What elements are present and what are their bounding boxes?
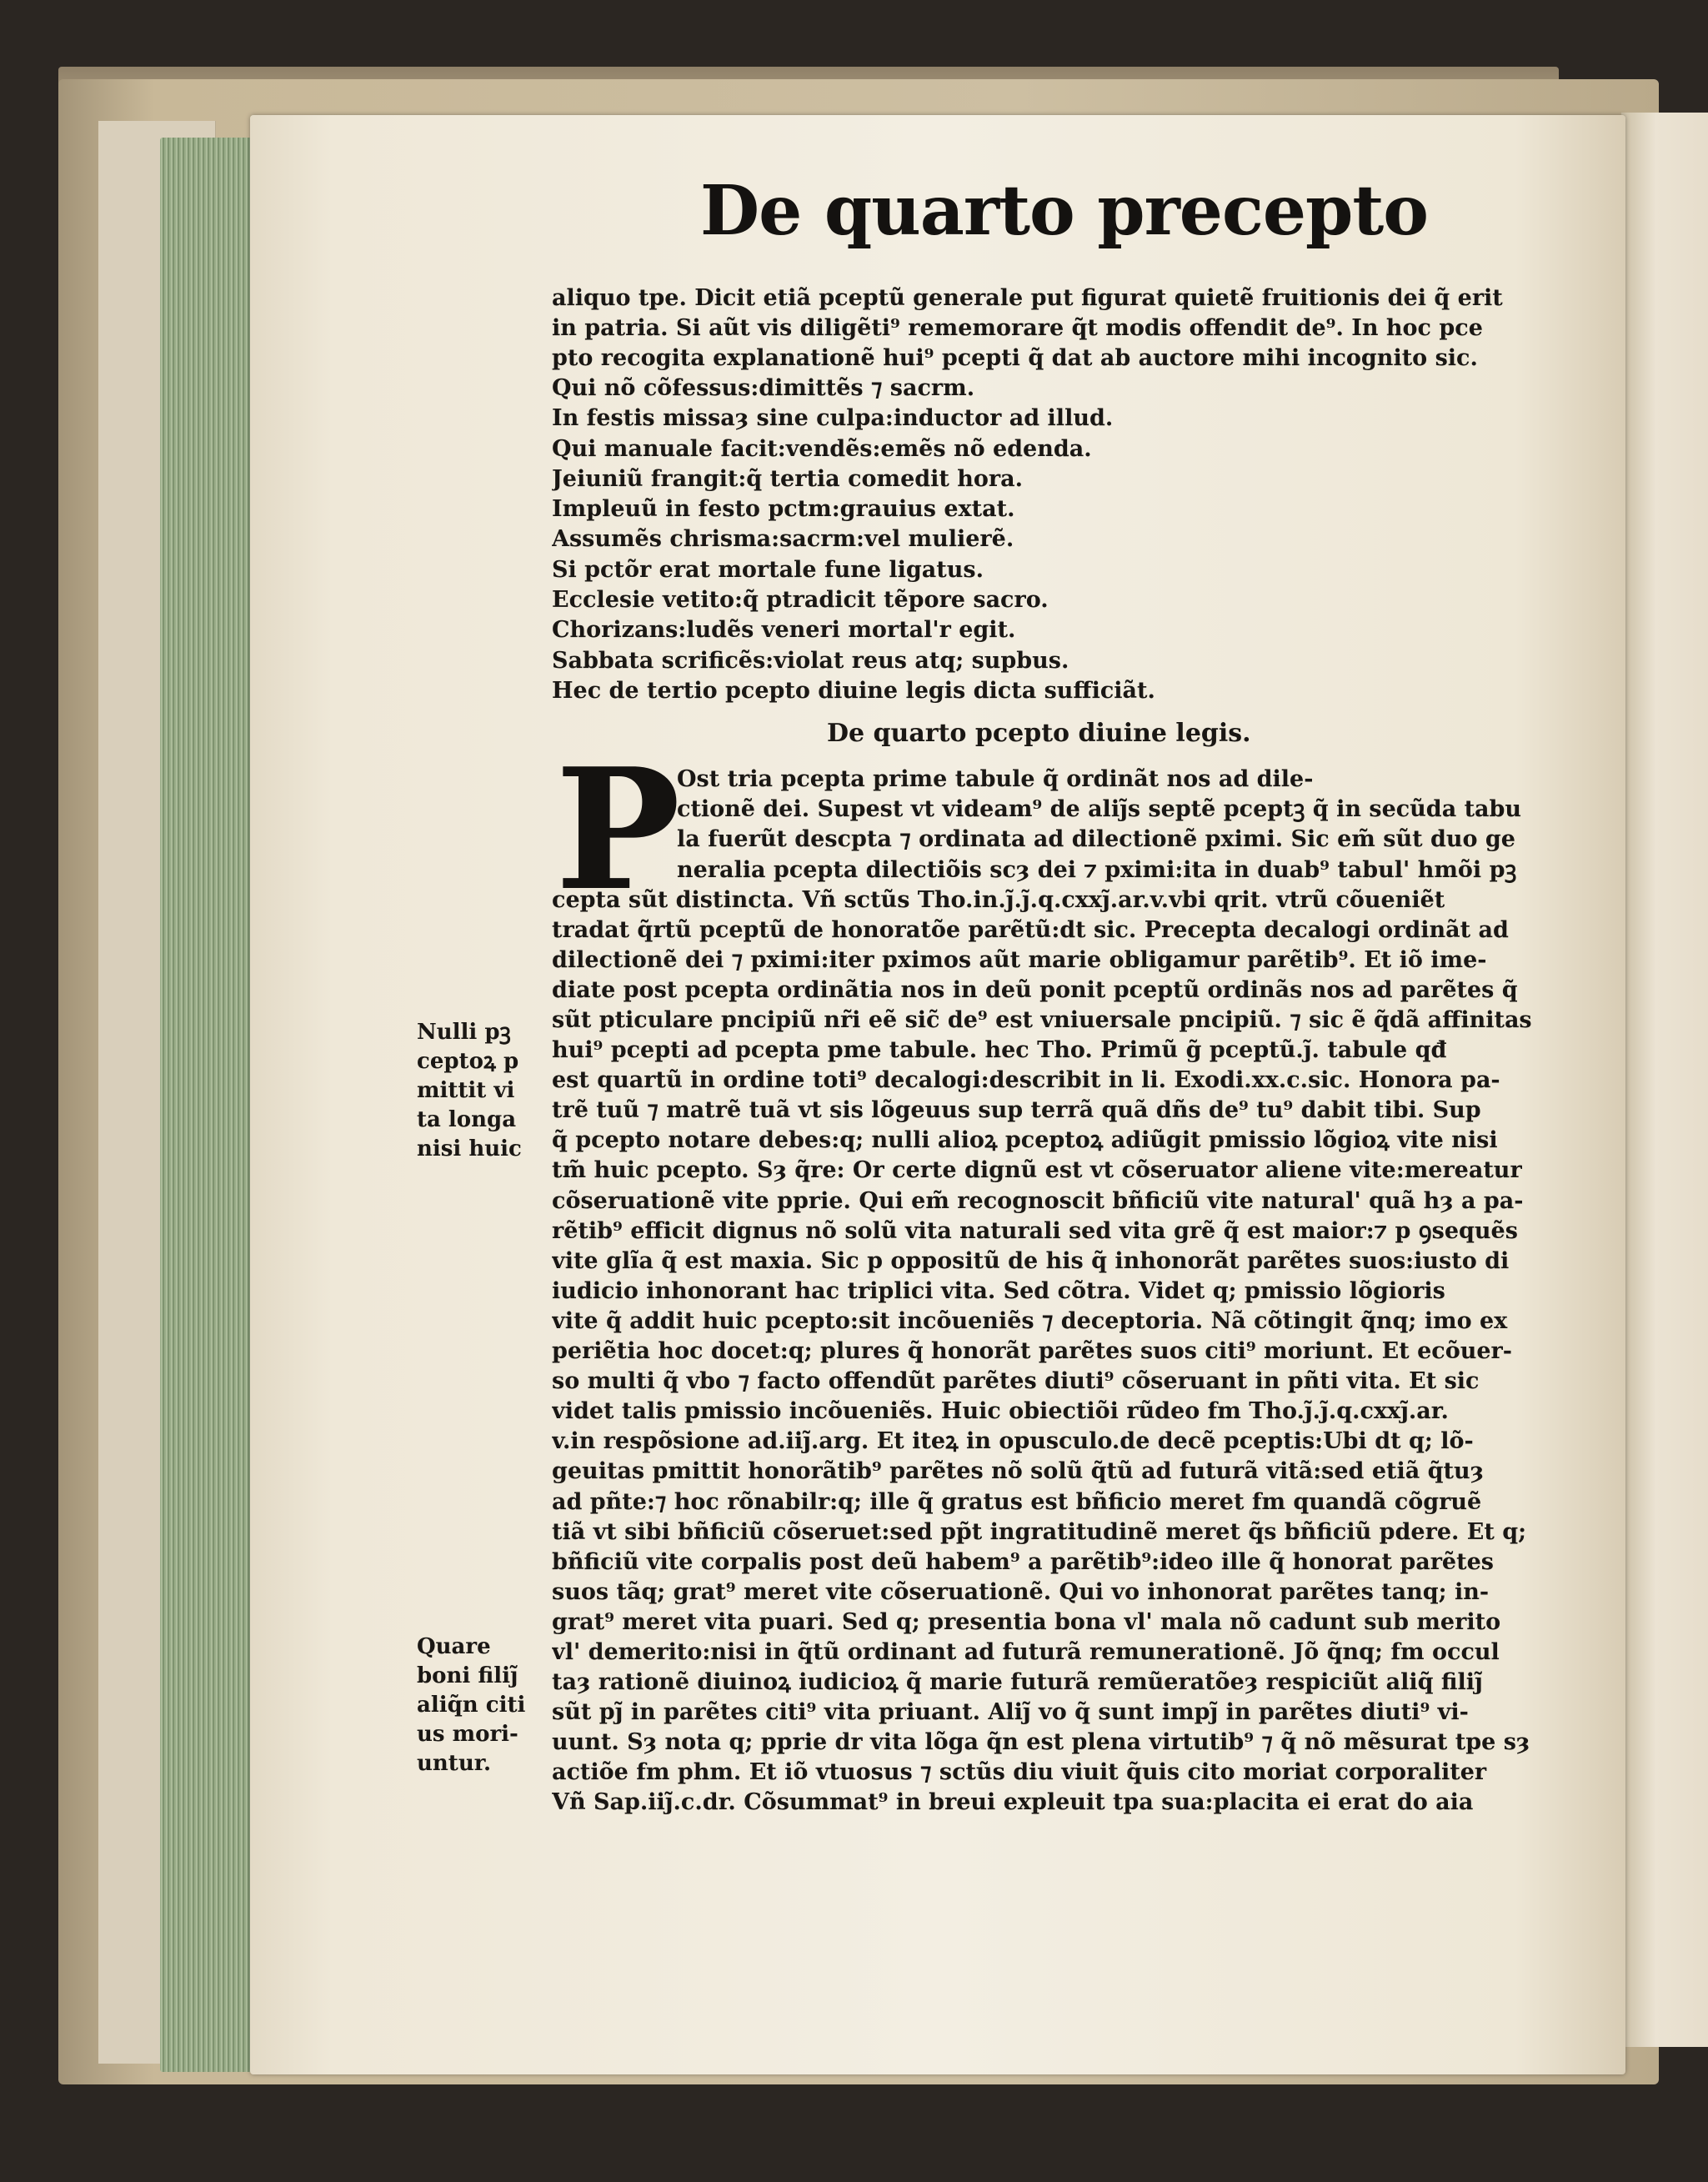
verse-line: Ecclesie vetito:q̃ ptradicit tẽpore sacro. [552, 587, 1049, 614]
body-line: cõseruationẽ vite pprie. Qui em̃ recognoscit bñficiũ vite natural' quã hȝ a pa- [552, 1187, 1524, 1214]
body-line: suos tãq; grat⁹ meret vite cõseruationẽ. Qui vo inhonorat parẽtes tanq; in- [552, 1578, 1490, 1605]
body-line: tradat q̃rtũ pceptũ de honoratõe parẽtũ:dt sic. Precepta decalogi ordinãt ad [552, 916, 1509, 943]
body-line: tiã vt sibi bñficiũ cõseruet:sed pp̃t ingratitudinẽ meret q̃s bñficiũ pdere. Et q; [552, 1518, 1527, 1545]
body-line: videt talis pmissio incõueniẽs. Huic obiectiõi rũdeo fm Tho.ȷ̃.ȷ̃.q.cxxȷ̃.ar. [552, 1398, 1449, 1425]
body-line: grat⁹ meret vita puari. Sed q; presentia bona vl' mala nõ cadunt sub merito [552, 1608, 1501, 1635]
body-line: vite glĩa q̃ est maxia. Sic p oppositũ de his q̃ inhonorãt parẽtes suos:iusto di [552, 1247, 1510, 1274]
facing-page-edge [1621, 113, 1708, 2047]
body-line: sũt pȷ̃ in parẽtes citi⁹ vita priuant. Aliȷ̃ vo q̃ sunt impȷ̃ in parẽtes diuti⁹ vi- [552, 1699, 1469, 1726]
mnemonic-verses [552, 374, 1569, 706]
body-line: bñficiũ vite corpalis post deũ habem⁹ a parẽtib⁹:ideo ille q̃ honorat parẽtes [552, 1548, 1494, 1575]
margin-note-line: mittit vi [417, 1078, 515, 1103]
body-line: so multi q̃ vbo ⁊ facto offendũt parẽtes diuti⁹ cõseruant in pñti vita. Et sic [552, 1368, 1480, 1395]
decorated-initial: P [555, 732, 681, 929]
body-line: rẽtib⁹ efficit dignus nõ solũ vita naturali sed vita grẽ q̃ est maior:⁊ p ꝯsequẽs [552, 1217, 1518, 1244]
body-line: diate post pcepta ordinãtia nos in deũ ponit pceptũ ordinãs nos ad parẽtes q̃ [552, 976, 1518, 1003]
body-line: sũt pticulare pncipiũ nr̃i eẽ sic̃ de⁹ est vniuersale pncipiũ. ⁊ sic ẽ q̃dã affinitas [552, 1007, 1532, 1034]
intro-line: in patria. Si aũt vis diligẽti⁹ rememorare q̃t modis offendit de⁹. In hoc pce [552, 315, 1483, 341]
verse-line: Jeiuniũ frangit:q̃ tertia comedit hora. [552, 465, 1024, 492]
body-line: neralia pcepta dilectiõis scȝ dei ⁊ pximi:ita in duab⁹ tabul' hmõi pꝫ [677, 856, 1517, 883]
body-line: geuitas pmittit honorãtib⁹ parẽtes nõ solũ q̃tũ ad futurã vitã:sed etiã q̃tuȝ [552, 1458, 1485, 1485]
body-line: v.in respõsione ad.iiȷ̃.arg. Et iteꝝ in opusculo.de decẽ pceptis:Ubi dt q; lõ- [552, 1428, 1474, 1455]
verse-line: Si pctõr erat mortale fune ligatus. [552, 556, 984, 583]
margin-note-line: aliq̃n citi [417, 1693, 526, 1718]
body-line: periẽtia hoc docet:q; plures q̃ honorãt parẽtes suos citi⁹ moriunt. Et ecõuer- [552, 1338, 1512, 1365]
running-title: De quarto precepto [700, 171, 1428, 251]
verse-line: Sabbata scrificẽs:violat reus atq; supbus. [552, 647, 1069, 674]
main-text-column [552, 283, 1569, 1818]
body-line: la fuerũt descpta ⁊ ordinata ad dilectionẽ pximi. Sic em̃ sũt duo ge [677, 826, 1515, 853]
margin-note-line: ta longa [417, 1107, 517, 1132]
body-line: Ost tria pcepta prime tabule q̃ ordinãt nos ad dile- [677, 766, 1314, 793]
margin-note-line: nisi huic [417, 1136, 522, 1161]
margin-note-line: Quare [417, 1634, 491, 1659]
body-line: uunt. Sȝ nota q; pprie dr vita lõga q̃n est plena virtutib⁹ ⁊ q̃ nõ mẽsurat tpe sȝ [552, 1729, 1530, 1756]
intro-paragraph [552, 283, 1569, 374]
body-line: taȝ rationẽ diuinoꝝ iudicioꝝ q̃ marie futurã remũeratõeȝ respiciũt aliq̃ filiȷ̃ [552, 1669, 1483, 1696]
body-line: iudicio inhonorant hac triplici vita. Sed cõtra. Videt q; pmissio lõgioris [552, 1277, 1445, 1304]
body-line: vite q̃ addit huic pcepto:sit incõueniẽs ⁊ deceptoria. Nã cõtingit q̃nq; imo ex [552, 1307, 1508, 1334]
body-line: q̃ pcepto notare debes:q; nulli alioꝝ pceptoꝝ adiũgit pmissio lõgioꝝ vite nisi [552, 1127, 1498, 1154]
margin-note-line: ceptoꝝ p [417, 1049, 519, 1074]
margin-note-line: boni filiȷ̃ [417, 1663, 518, 1688]
intro-line: aliquo tpe. Dicit etiã pceptũ generale put figurat quietẽ fruitionis dei q̃ erit [552, 285, 1503, 311]
body-line: est quartũ in ordine toti⁹ decalogi:describit in li. Exodi.xx.c.sic. Honora pa- [552, 1067, 1500, 1094]
intro-line: pto recogita explanationẽ hui⁹ pcepti q̃ dat ab auctore mihi incognito sic. [552, 345, 1478, 371]
margin-note-line: untur. [417, 1751, 492, 1776]
verse-line: Chorizans:ludẽs veneri mortal'r egit. [552, 617, 1016, 644]
body-line: Vñ Sap.iiȷ̃.c.dr. Cõsummat⁹ in breui expleuit tpa sua:placita ei erat do aia [552, 1789, 1474, 1816]
body-line: hui⁹ pcepti ad pcepta pme tabule. hec Tho. Primũ g̃ pceptũ.ȷ̃. tabule qđ [552, 1037, 1447, 1064]
verse-line: Hec de tertio pcepto diuine legis dicta sufficiãt. [552, 677, 1155, 704]
verse-line: Impleuũ in festo pctm:grauius extat. [552, 496, 1015, 523]
verse-line: Qui manuale facit:vendẽs:emẽs nõ edenda. [552, 435, 1092, 462]
verse-line: Assumẽs chrisma:sacrm:vel mulierẽ. [552, 526, 1014, 553]
margin-note-line: us mori- [417, 1722, 518, 1747]
body-line: dilectionẽ dei ⁊ pximi:iter pximos aũt marie obligamur parẽtib⁹. Et iõ ime- [552, 946, 1487, 973]
margin-note-line: Nulli pꝫ [417, 1020, 511, 1045]
verse-line: Qui nõ cõfessus:dimittẽs ⁊ sacrm. [552, 375, 975, 401]
body-line: ctionẽ dei. Supest vt videam⁹ de aliȷ̃s septẽ pceptꝫ q̃ in secũda tabu [677, 796, 1522, 823]
body-line: trẽ tuũ ⁊ matrẽ tuã vt sis lõgeuus sup terrã quã dñs de⁹ tu⁹ dabit tibi. Sup [552, 1097, 1481, 1124]
margin-note-quare [417, 1633, 525, 1778]
body-line: cepta sũt distincta. Vñ sctũs Tho.in.ȷ̃.ȷ̃.q.cxxȷ̃.ar.v.vbi qrit. vtrũ cõueniẽt [552, 886, 1445, 913]
section-heading: De quarto pcepto diuine legis. [827, 719, 1251, 749]
body-line: actiõe fm phm. Et iõ vtuosus ⁊ sctũs diu viuit q̃uis cito moriat corporaliter [552, 1759, 1487, 1786]
body-line: ad pñte:⁊ hoc rõnabilr:q; ille q̃ gratus est bñficio meret fm quandã cõgruẽ [552, 1488, 1482, 1515]
margin-note-nulli [417, 1018, 522, 1164]
verse-line: In festis missaȝ sine culpa:inductor ad illud. [552, 405, 1114, 432]
body-line: vl' demerito:nisi in q̃tũ ordinant ad futurã remunerationẽ. Jõ q̃nq; fm occul [552, 1638, 1500, 1665]
body-line: tm̃ huic pcepto. Sȝ q̃re: Or certe dignũ est vt cõseruator aliene vite:mereatur [552, 1157, 1522, 1184]
